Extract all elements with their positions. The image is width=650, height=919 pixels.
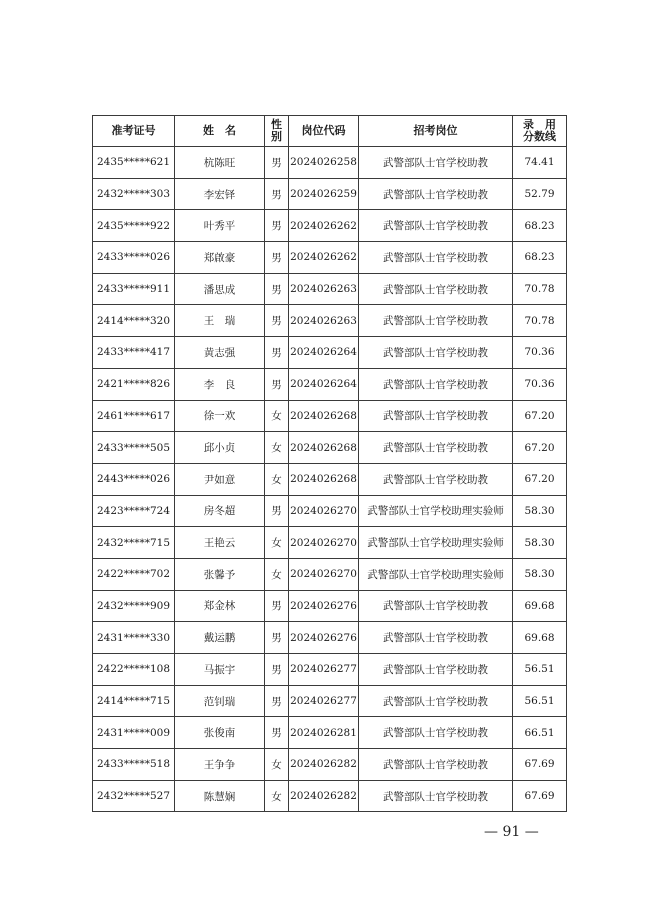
- cell-name: 杭陈旺: [175, 147, 265, 179]
- cell-score: 70.36: [513, 337, 567, 369]
- cell-post-code: 2024026268: [289, 400, 359, 432]
- cell-gender: 男: [265, 210, 289, 242]
- cell-gender: 男: [265, 273, 289, 305]
- cell-exam-id: 2433*****417: [93, 337, 175, 369]
- cell-post-code: 2024026282: [289, 780, 359, 812]
- cell-post: 武警部队士官学校助理实验师: [359, 495, 513, 527]
- cell-exam-id: 2461*****617: [93, 400, 175, 432]
- cell-gender: 女: [265, 400, 289, 432]
- table-row: [93, 590, 567, 622]
- cell-name: 黄志强: [175, 337, 265, 369]
- cell-score: 69.68: [513, 590, 567, 622]
- cell-exam-id: 2443*****026: [93, 463, 175, 495]
- cell-score: 69.68: [513, 622, 567, 654]
- cell-post-code: 2024026277: [289, 685, 359, 717]
- cell-post-code: 2024026263: [289, 305, 359, 337]
- cell-name: 戴运鹏: [175, 622, 265, 654]
- cell-gender: 男: [265, 622, 289, 654]
- cell-gender: 男: [265, 337, 289, 369]
- table-row: [93, 685, 567, 717]
- cell-post: 武警部队士官学校助教: [359, 622, 513, 654]
- cell-post: 武警部队士官学校助教: [359, 780, 513, 812]
- header-gender: [265, 116, 289, 147]
- table-header-row: [93, 116, 567, 147]
- cell-exam-id: 2432*****909: [93, 590, 175, 622]
- cell-name: 张俊南: [175, 717, 265, 749]
- cell-score: 67.69: [513, 780, 567, 812]
- cell-exam-id: 2432*****527: [93, 780, 175, 812]
- cell-gender: 男: [265, 147, 289, 179]
- cell-post: 武警部队士官学校助教: [359, 178, 513, 210]
- cell-post: 武警部队士官学校助教: [359, 749, 513, 781]
- cell-gender: 男: [265, 654, 289, 686]
- cell-name: 李 良: [175, 368, 265, 400]
- cell-gender: 女: [265, 432, 289, 464]
- cell-post: 武警部队士官学校助教: [359, 654, 513, 686]
- cell-exam-id: 2423*****724: [93, 495, 175, 527]
- cell-exam-id: 2431*****009: [93, 717, 175, 749]
- cell-post-code: 2024026282: [289, 749, 359, 781]
- cell-exam-id: 2435*****621: [93, 147, 175, 179]
- cell-gender: 女: [265, 527, 289, 559]
- cell-score: 68.23: [513, 210, 567, 242]
- cell-exam-id: 2432*****303: [93, 178, 175, 210]
- cell-score: 67.20: [513, 463, 567, 495]
- table-row: [93, 242, 567, 274]
- table-row: [93, 432, 567, 464]
- cell-gender: 男: [265, 717, 289, 749]
- cell-score: 67.20: [513, 400, 567, 432]
- cell-post-code: 2024026270: [289, 495, 359, 527]
- cell-post-code: 2024026264: [289, 368, 359, 400]
- cell-post-code: 2024026262: [289, 242, 359, 274]
- table-row: [93, 495, 567, 527]
- table-row: [93, 337, 567, 369]
- cell-name: 邱小贞: [175, 432, 265, 464]
- table-row: [93, 273, 567, 305]
- table-row: [93, 210, 567, 242]
- header-gender-label: 性别: [271, 118, 282, 143]
- cell-post: 武警部队士官学校助教: [359, 463, 513, 495]
- cell-exam-id: 2422*****702: [93, 558, 175, 590]
- table-row: [93, 654, 567, 686]
- cell-post: 武警部队士官学校助理实验师: [359, 527, 513, 559]
- cell-post-code: 2024026259: [289, 178, 359, 210]
- cell-post: 武警部队士官学校助教: [359, 400, 513, 432]
- cell-post-code: 2024026262: [289, 210, 359, 242]
- cell-score: 56.51: [513, 685, 567, 717]
- table-row: [93, 178, 567, 210]
- table-row: [93, 622, 567, 654]
- header-score-line2: 分数线: [523, 130, 556, 143]
- table-row: [93, 305, 567, 337]
- table-row: [93, 463, 567, 495]
- cell-post: 武警部队士官学校助教: [359, 147, 513, 179]
- cell-post-code: 2024026281: [289, 717, 359, 749]
- cell-name: 陈慧娴: [175, 780, 265, 812]
- cell-name: 潘思成: [175, 273, 265, 305]
- cell-name: 叶秀平: [175, 210, 265, 242]
- cell-name: 张馨予: [175, 558, 265, 590]
- cell-name: 李宏铎: [175, 178, 265, 210]
- cell-score: 58.30: [513, 527, 567, 559]
- cell-post: 武警部队士官学校助教: [359, 210, 513, 242]
- cell-post: 武警部队士官学校助教: [359, 717, 513, 749]
- cell-gender: 男: [265, 368, 289, 400]
- cell-name: 房冬超: [175, 495, 265, 527]
- cell-exam-id: 2432*****715: [93, 527, 175, 559]
- table-row: [93, 400, 567, 432]
- cell-exam-id: 2433*****026: [93, 242, 175, 274]
- cell-post: 武警部队士官学校助教: [359, 337, 513, 369]
- cell-name: 范钊瑞: [175, 685, 265, 717]
- cell-gender: 男: [265, 305, 289, 337]
- cell-post-code: 2024026264: [289, 337, 359, 369]
- cell-score: 56.51: [513, 654, 567, 686]
- cell-gender: 男: [265, 685, 289, 717]
- cell-post: 武警部队士官学校助教: [359, 368, 513, 400]
- cell-gender: 男: [265, 178, 289, 210]
- table-row: [93, 147, 567, 179]
- cell-gender: 女: [265, 558, 289, 590]
- cell-post-code: 2024026277: [289, 654, 359, 686]
- cell-exam-id: 2433*****911: [93, 273, 175, 305]
- cell-score: 68.23: [513, 242, 567, 274]
- cell-score: 70.36: [513, 368, 567, 400]
- cell-name: 郑啟豪: [175, 242, 265, 274]
- cell-name: 尹如意: [175, 463, 265, 495]
- cell-score: 70.78: [513, 305, 567, 337]
- cell-exam-id: 2433*****518: [93, 749, 175, 781]
- header-name: 姓 名: [175, 116, 265, 147]
- table-row: [93, 780, 567, 812]
- cell-score: 58.30: [513, 558, 567, 590]
- cell-gender: 男: [265, 242, 289, 274]
- cell-name: 王 瑞: [175, 305, 265, 337]
- cell-post: 武警部队士官学校助理实验师: [359, 558, 513, 590]
- cell-post-code: 2024026268: [289, 463, 359, 495]
- header-score-line1: 录 用: [523, 118, 556, 131]
- cell-gender: 女: [265, 749, 289, 781]
- cell-post-code: 2024026276: [289, 590, 359, 622]
- cell-post: 武警部队士官学校助教: [359, 432, 513, 464]
- cell-exam-id: 2414*****715: [93, 685, 175, 717]
- cell-post: 武警部队士官学校助教: [359, 590, 513, 622]
- cell-exam-id: 2431*****330: [93, 622, 175, 654]
- table-row: [93, 749, 567, 781]
- cell-post-code: 2024026268: [289, 432, 359, 464]
- table-row: [93, 527, 567, 559]
- cell-post: 武警部队士官学校助教: [359, 685, 513, 717]
- cell-gender: 女: [265, 780, 289, 812]
- cell-score: 52.79: [513, 178, 567, 210]
- header-post: 招考岗位: [359, 116, 513, 147]
- cell-score: 67.69: [513, 749, 567, 781]
- cell-score: 70.78: [513, 273, 567, 305]
- cell-post-code: 2024026258: [289, 147, 359, 179]
- cell-exam-id: 2421*****826: [93, 368, 175, 400]
- cell-exam-id: 2435*****922: [93, 210, 175, 242]
- cell-name: 马振宇: [175, 654, 265, 686]
- cell-exam-id: 2414*****320: [93, 305, 175, 337]
- cell-gender: 男: [265, 495, 289, 527]
- cell-exam-id: 2433*****505: [93, 432, 175, 464]
- header-post-code: 岗位代码: [289, 116, 359, 147]
- header-exam-id: 准考证号: [93, 116, 175, 147]
- cell-name: 王艳云: [175, 527, 265, 559]
- table-row: [93, 558, 567, 590]
- cell-name: 王争争: [175, 749, 265, 781]
- results-table: [92, 115, 567, 812]
- cell-score: 67.20: [513, 432, 567, 464]
- cell-gender: 男: [265, 590, 289, 622]
- cell-exam-id: 2422*****108: [93, 654, 175, 686]
- cell-post: 武警部队士官学校助教: [359, 273, 513, 305]
- cell-score: 58.30: [513, 495, 567, 527]
- cell-post-code: 2024026270: [289, 527, 359, 559]
- cell-post: 武警部队士官学校助教: [359, 305, 513, 337]
- table-body: [93, 147, 567, 812]
- page-number: — 91 —: [484, 824, 539, 840]
- cell-post: 武警部队士官学校助教: [359, 242, 513, 274]
- cell-name: 徐一欢: [175, 400, 265, 432]
- table-row: [93, 368, 567, 400]
- table-row: [93, 717, 567, 749]
- header-score: [513, 116, 567, 147]
- cell-post-code: 2024026276: [289, 622, 359, 654]
- cell-gender: 女: [265, 463, 289, 495]
- cell-name: 郑金林: [175, 590, 265, 622]
- cell-post-code: 2024026263: [289, 273, 359, 305]
- cell-score: 74.41: [513, 147, 567, 179]
- cell-score: 66.51: [513, 717, 567, 749]
- cell-post-code: 2024026270: [289, 558, 359, 590]
